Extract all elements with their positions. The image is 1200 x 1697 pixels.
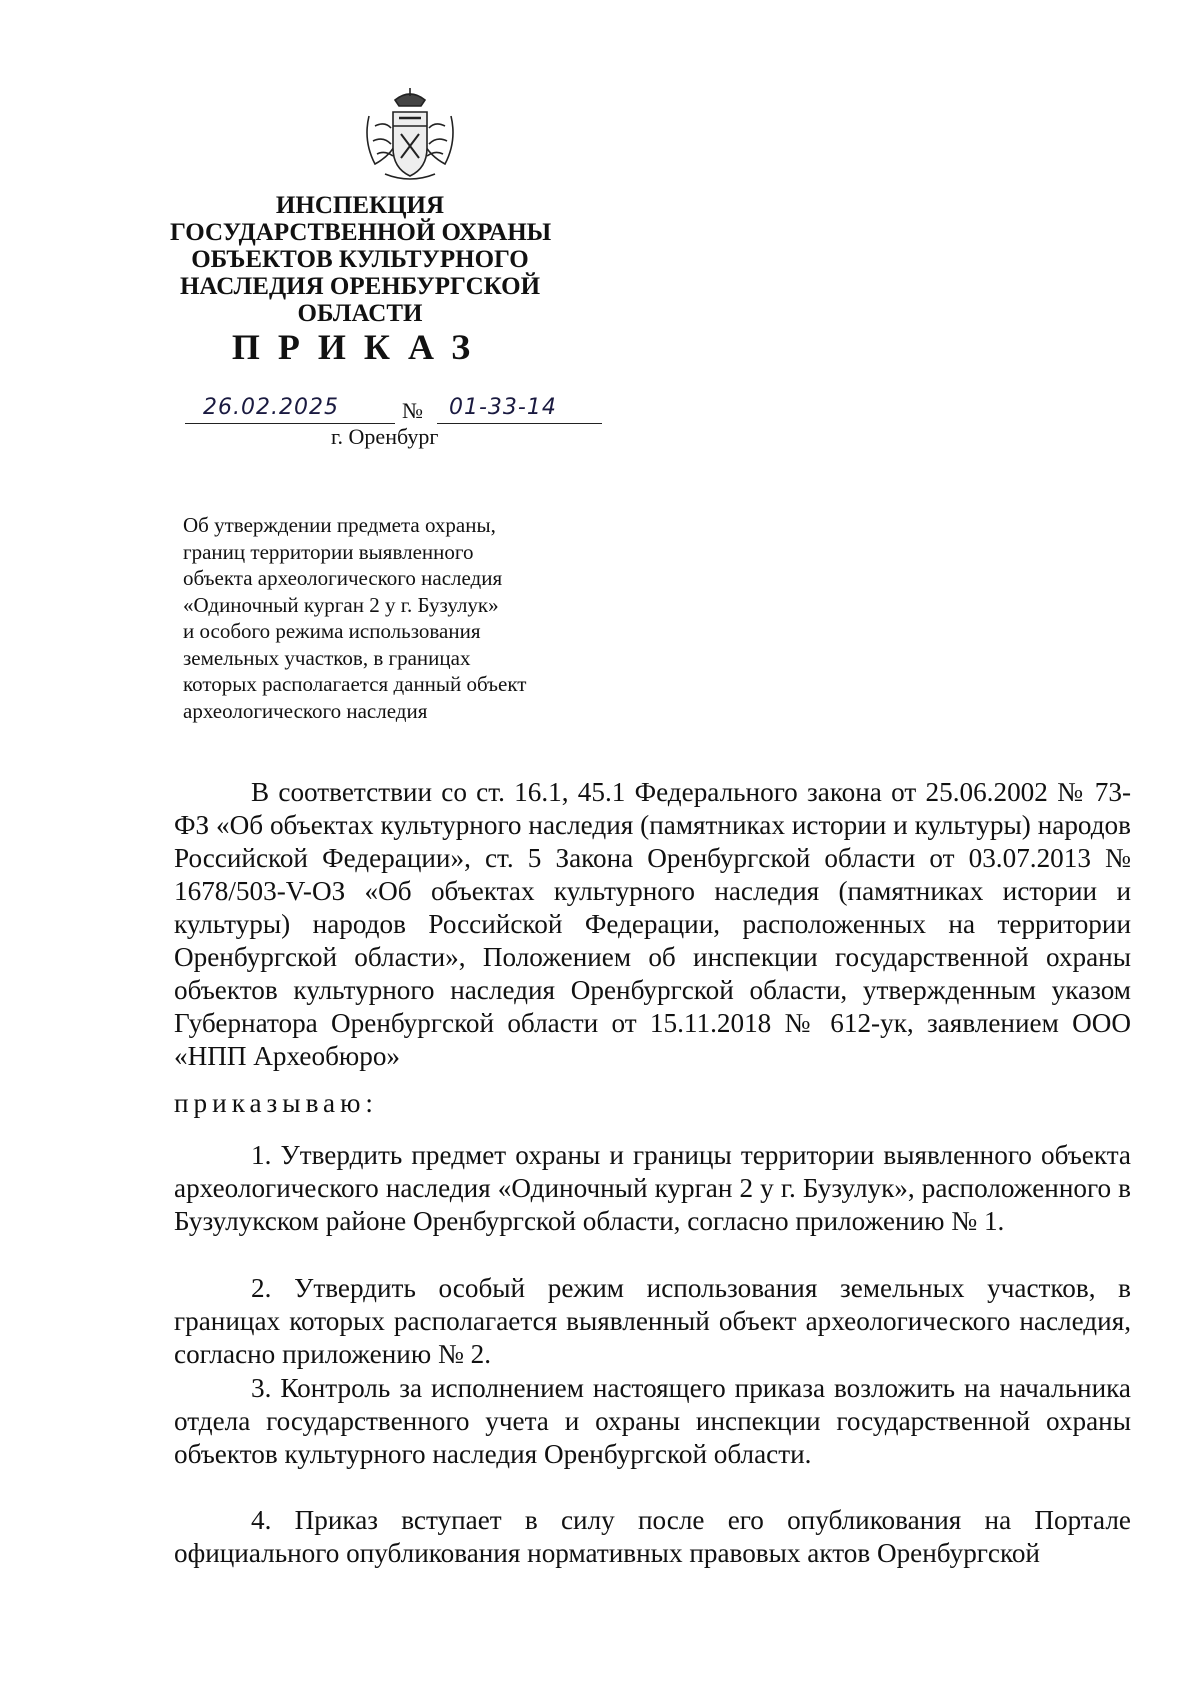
number-sign: №	[402, 398, 423, 423]
order-item-3: 3. Контроль за исполнением настоящего приказа возложить на начальника отдела государственного учета и охраны инспекции государственной охраны объектов культурного наследия Оренбургской области.	[174, 1373, 1131, 1469]
subject-line: археологического наследия	[183, 698, 428, 723]
order-subject	[183, 512, 603, 724]
organization-name	[170, 192, 550, 327]
order-item-4: 4. Приказ вступает в силу после его опубликования на Портале официального опубликования нормативных правовых актов Оренбургской	[174, 1505, 1131, 1568]
subject-line: и особого режима использования	[183, 619, 481, 643]
document-type-title: ПРИКАЗ	[231, 327, 489, 367]
org-line: ОБЛАСТИ	[297, 300, 423, 327]
preamble-paragraph: В соответствии со ст. 16.1, 45.1 Федерального закона от 25.06.2002 № 73-ФЗ «Об объектах культурного наследия (памятниках истории и культуры) народов Российской Федерации», ст. 5 Закона Оренбургской области от 03.07.2013 № 1678/503-V-ОЗ «Об объектах культурного наследия (памятниках истории и культуры) народов Российской Федерации, расположенных на территории Оренбургской области», Положением об инспекции государственной охраны объектов культурного наследия Оренбургской области, утвержденным указом Губернатора Оренбургской области от 15.11.2018 № 612-ук, заявлением ООО «НПП Археобюро»	[174, 777, 1131, 1071]
org-line: ОБЪЕКТОВ КУЛЬТУРНОГО	[191, 246, 529, 273]
subject-line: Об утверждении предмета охраны,	[183, 513, 496, 537]
subject-line: объекта археологического наследия	[183, 566, 503, 590]
city: г. Оренбург	[331, 424, 439, 449]
coat-of-arms-icon	[355, 86, 465, 186]
order-item-1: 1. Утвердить предмет охраны и границы территории выявленного объекта археологического наследия «Одиночный курган 2 у г. Бузулук», расположенного в Бузулукском районе Оренбургской области, согласно приложению № 1.	[174, 1140, 1131, 1236]
date-field	[185, 393, 395, 424]
subject-line: которых располагается данный объект	[183, 672, 527, 696]
order-word: приказываю:	[174, 1088, 378, 1118]
number-field	[437, 393, 602, 424]
subject-line: земельных участков, в границах	[183, 645, 471, 670]
order-date: 26.02.2025	[203, 395, 339, 420]
org-line: НАСЛЕДИЯ ОРЕНБУРГСКОЙ	[179, 273, 541, 300]
org-line: ИНСПЕКЦИЯ	[275, 192, 445, 219]
order-item-2: 2. Утвердить особый режим использования земельных участков, в границах которых располагается выявленный объект археологического наследия, согласно приложению № 2.	[174, 1273, 1131, 1369]
subject-line: «Одиночный курган 2 у г. Бузулук»	[183, 592, 499, 617]
org-line: ГОСУДАРСТВЕННОЙ ОХРАНЫ	[170, 219, 552, 246]
subject-line: границ территории выявленного	[183, 539, 474, 564]
order-number: 01-33-14	[449, 395, 557, 420]
